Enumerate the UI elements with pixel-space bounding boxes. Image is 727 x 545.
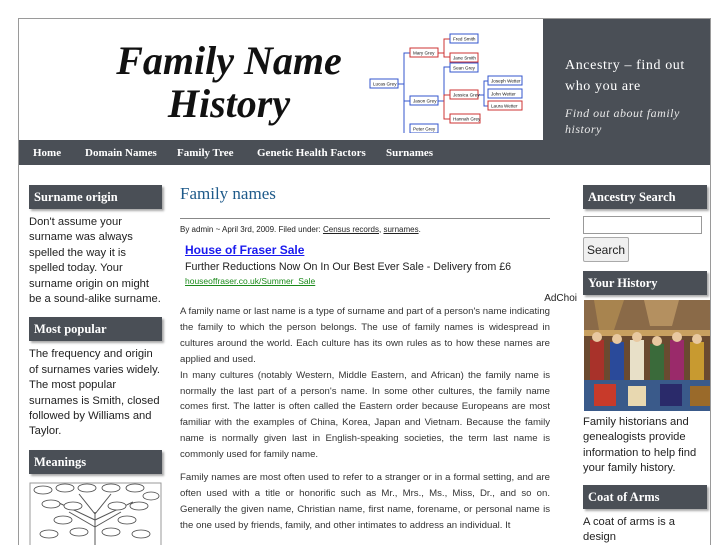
paragraph-1: A family name or last name is a type of surname and part of a person's name indicating the family to which the person belongs. The use of family names is widespread in cultures around the world. Each culture has its own rules as to how these names are applied and used. (180, 306, 550, 365)
tree-name: Peter Grey (413, 126, 436, 132)
paragraph-2: In many cultures (notably Western, Middle Eastern, and African) the family name is normally the last part of a person's name. In some other cultures, the family name comes first. The latter is often called the Eastern order because Europeans are most familiar with the examples of China, Korea, Japan and Vietnam. Because the family name is normally given last in English-speaking societies, the term last name is commonly used for family name. (180, 369, 550, 461)
promo-subtitle-line1: Find out about family (565, 106, 680, 120)
site-header (19, 19, 711, 140)
post-meta-end: . (418, 225, 421, 234)
nav-item-domain-names[interactable]: Domain Names (85, 147, 157, 159)
tree-name: Fred Smith (453, 36, 476, 42)
promo-title-line2: who you are (565, 79, 641, 94)
main-nav (19, 140, 711, 165)
medieval-family-painting-image (584, 300, 711, 411)
surname-origin-heading: Surname origin (29, 185, 162, 209)
tree-name: Sean Grey (453, 65, 475, 71)
tree-name: Hannah Grey (453, 116, 481, 122)
tree-name: Jane Smith (453, 55, 476, 61)
meanings-tree-image (29, 482, 162, 545)
tree-name: Jessica Grey (453, 92, 480, 98)
post-title[interactable]: Family names (180, 184, 276, 203)
promo-title-line1: Ancestry – find out (565, 58, 685, 73)
your-history-text: Family historians and genealogists provide information to help find your family history. (583, 416, 697, 475)
site-title[interactable] (79, 39, 379, 125)
most-popular-text: The frequency and origin of surnames varies widely. The most popular surnames is Smith, closed followed by Williams and Taylor. (29, 348, 160, 438)
ad-title-link[interactable]: House of Fraser Sale (185, 243, 305, 257)
post-meta (180, 225, 550, 234)
promo-subtitle-line2: history (565, 122, 602, 136)
nav-item-home[interactable]: Home (33, 147, 62, 159)
ad-url-link[interactable]: houseoffraser.co.uk/Summer_Sale (185, 276, 316, 286)
ad-box (185, 243, 577, 304)
post-meta-prefix: By admin ~ April 3rd, 2009. Filed under: (180, 225, 323, 234)
ad-text: Further Reductions Now On In Our Best Ever Sale - Delivery from £6 (185, 261, 512, 273)
promo-title (565, 55, 711, 97)
right-sidebar (583, 185, 707, 545)
coat-of-arms-heading: Coat of Arms (583, 485, 707, 509)
search-input[interactable] (583, 216, 702, 234)
site-title-line2: History (167, 81, 291, 126)
left-sidebar (29, 185, 162, 545)
your-history-heading: Your History (583, 271, 707, 295)
nav-item-family-tree[interactable]: Family Tree (177, 147, 234, 159)
coat-of-arms-text: A coat of arms is a design (583, 515, 676, 544)
meanings-heading: Meanings (29, 450, 162, 474)
tree-name: John Wetter (491, 91, 516, 97)
title-divider (180, 218, 550, 219)
category-link-census-records[interactable]: Census records (322, 225, 379, 234)
tree-name: Mary Grey (413, 50, 435, 56)
tree-name: Jason Grey (413, 98, 437, 104)
tree-name: Joseph Wetter (491, 78, 521, 84)
tree-name: Lucas Grey (373, 81, 397, 87)
page (18, 18, 711, 545)
promo-subtitle (565, 105, 711, 137)
category-link-surnames[interactable]: surnames (383, 225, 419, 234)
tree-name: Laura Wetter (491, 103, 518, 109)
family-tree-image (364, 27, 549, 133)
main-content (180, 183, 577, 534)
nav-item-genetic-health-factors[interactable]: Genetic Health Factors (257, 147, 366, 159)
nav-item-surnames[interactable]: Surnames (386, 147, 434, 159)
most-popular-heading: Most popular (29, 317, 162, 341)
search-button[interactable]: Search (583, 237, 629, 262)
header-promo (543, 19, 711, 140)
site-title-line1: Family Name (116, 38, 342, 83)
post-meta-separator: , (379, 225, 384, 234)
paragraph-3: Family names are most often used to refer to a stranger or in a formal setting, and are often used with a title or honorific such as Mr., Mrs., Ms., Miss, Dr., and so on. Generally the given name, Christian name, first name, forename, or personal name is the one used by friends, family, and other intimates to address an individual. It (180, 472, 550, 531)
adchoices-label[interactable]: AdChoi (544, 293, 577, 304)
ancestry-search-heading: Ancestry Search (583, 185, 707, 209)
surname-origin-text: Don't assume your surname was always spelled the way it is spelled today. Your surname origin on might be a sound-alike surname. (29, 216, 161, 306)
